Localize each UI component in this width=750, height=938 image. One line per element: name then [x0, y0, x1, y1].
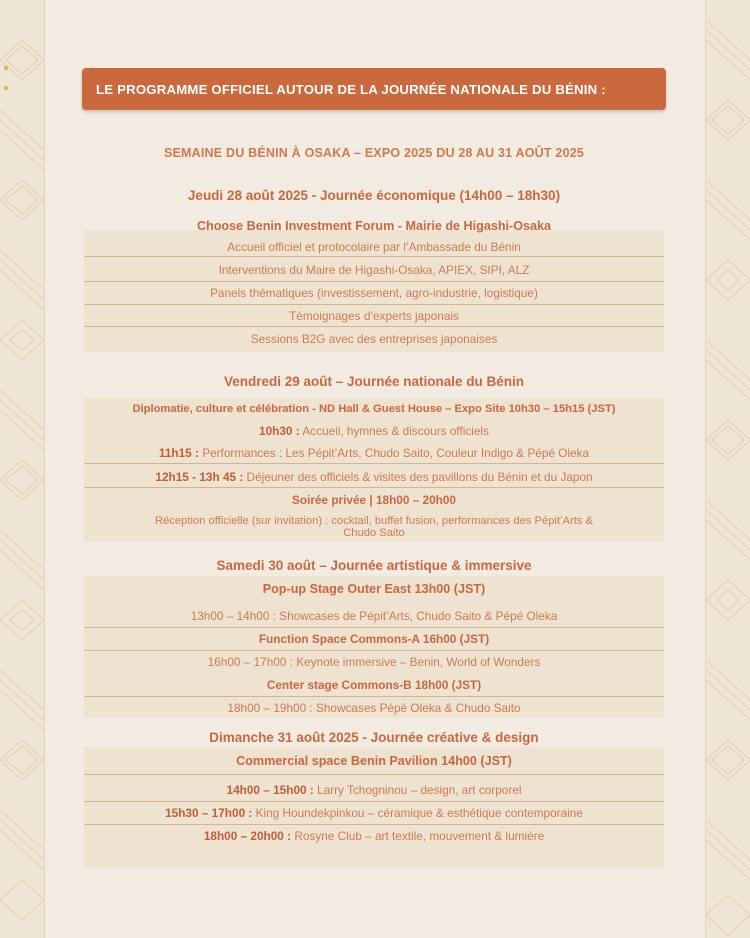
day3-stage: Function Space Commons-A 16h00 (JST): [258, 632, 490, 646]
divider: [84, 696, 664, 697]
day1-item: Sessions B2G avec des entreprises japonaises: [250, 332, 498, 346]
week-subtitle: SEMAINE DU BÉNIN À OSAKA – EXPO 2025 DU 28 AU 31 AOÛT 2025: [163, 146, 585, 160]
day3-item: 16h00 – 17h00 : Keynote immersive – Benin, World of Wonders: [207, 655, 541, 669]
divider: [84, 487, 664, 488]
reception-line: Réception officielle (sur invitation) : cocktail, buffet fusion, performances des Pépit’Arts &: [155, 515, 593, 527]
day2-item: [84, 424, 664, 438]
gold-dot-icon: [4, 66, 8, 70]
divider: [84, 326, 664, 327]
time-label: 10h30 :: [259, 424, 300, 438]
divider: [84, 824, 664, 825]
reception-line: Chudo Saito: [343, 527, 405, 539]
day2-title: Vendredi 29 août – Journée nationale du Bénin: [223, 374, 525, 389]
day2-soiree: Soirée privée | 18h00 – 20h00: [292, 493, 456, 507]
time-label: 18h00 – 20h00 :: [203, 829, 292, 843]
day1-event: Choose Benin Investment Forum - Mairie de Higashi-Osaka: [196, 219, 552, 233]
day3-title: Samedi 30 août – Journée artistique & immersive: [216, 558, 532, 573]
day3-item: 18h00 – 19h00 : Showcases Pépé Oleka & Chudo Saito: [227, 701, 521, 715]
divider: [84, 256, 664, 257]
time-label: 14h00 – 15h00 :: [226, 783, 314, 797]
day4-item: [84, 783, 664, 797]
item-text: Rosyne Club – art textile, mouvement & lumière: [291, 829, 545, 843]
divider: [84, 304, 664, 305]
divider: [84, 801, 664, 802]
day1-item: Interventions du Maire de Higashi-Osaka, APIEX, SIPI, ALZ: [218, 263, 530, 277]
day1-title: Jeudi 28 août 2025 - Journée économique (14h00 – 18h30): [187, 188, 561, 203]
divider: [84, 463, 664, 464]
divider: [84, 774, 664, 775]
divider: [84, 281, 664, 282]
item-text: Performances : Les Pépit’Arts, Chudo Saito, Couleur Indigo & Pépé Oleka: [198, 446, 590, 460]
day1-item: Accueil officiel et protocolaire par l’Ambassade du Bénin: [227, 240, 521, 254]
program-banner: LE PROGRAMME OFFICIEL AUTOUR DE LA JOURNÉE NATIONALE DU BÉNIN :: [82, 68, 666, 110]
day3-stage: Center stage Commons-B 18h00 (JST): [266, 678, 482, 692]
divider: [84, 627, 664, 628]
item-text: King Houndekpinkou – céramique & esthétique contemporaine: [252, 806, 583, 820]
left-decorative-border: [0, 0, 45, 938]
day2-item: [84, 470, 664, 484]
day2-reception: [84, 515, 664, 539]
day2-item: [84, 446, 664, 460]
item-text: Larry Tchogninou – design, art corporel: [313, 783, 522, 797]
day1-item: Témoignages d’experts japonais: [289, 309, 459, 323]
divider: [84, 650, 664, 651]
right-pattern-icon: [706, 0, 750, 938]
gold-dot-icon: [4, 86, 8, 90]
right-decorative-border: [705, 0, 750, 938]
day1-item: Panels thématiques (investissement, agro-industrie, logistique): [210, 286, 538, 300]
item-text: Déjeuner des officiels & visites des pavillons du Bénin et du Japon: [243, 470, 593, 484]
day4-title: Dimanche 31 août 2025 - Journée créative & design: [209, 730, 539, 745]
time-label: 12h15 - 13h 45 :: [155, 470, 244, 484]
day4-item: [84, 806, 664, 820]
time-label: 15h30 – 17h00 :: [165, 806, 253, 820]
item-text: Accueil, hymnes & discours officiels: [299, 424, 489, 438]
time-label: 11h15 :: [158, 446, 199, 460]
left-pattern-icon: [0, 0, 44, 938]
day4-item: [84, 829, 664, 843]
day3-stage: Pop-up Stage Outer East 13h00 (JST): [262, 582, 486, 596]
day4-event: Commercial space Benin Pavilion 14h00 (JST): [236, 754, 512, 768]
day2-event: Diplomatie, culture et célébration - ND Hall & Guest House – Expo Site 10h30 – 15h15 (JST): [132, 403, 616, 415]
day3-item: 13h00 – 14h00 : Showcases de Pépit’Arts, Chudo Saito & Pépé Oleka: [190, 609, 558, 623]
